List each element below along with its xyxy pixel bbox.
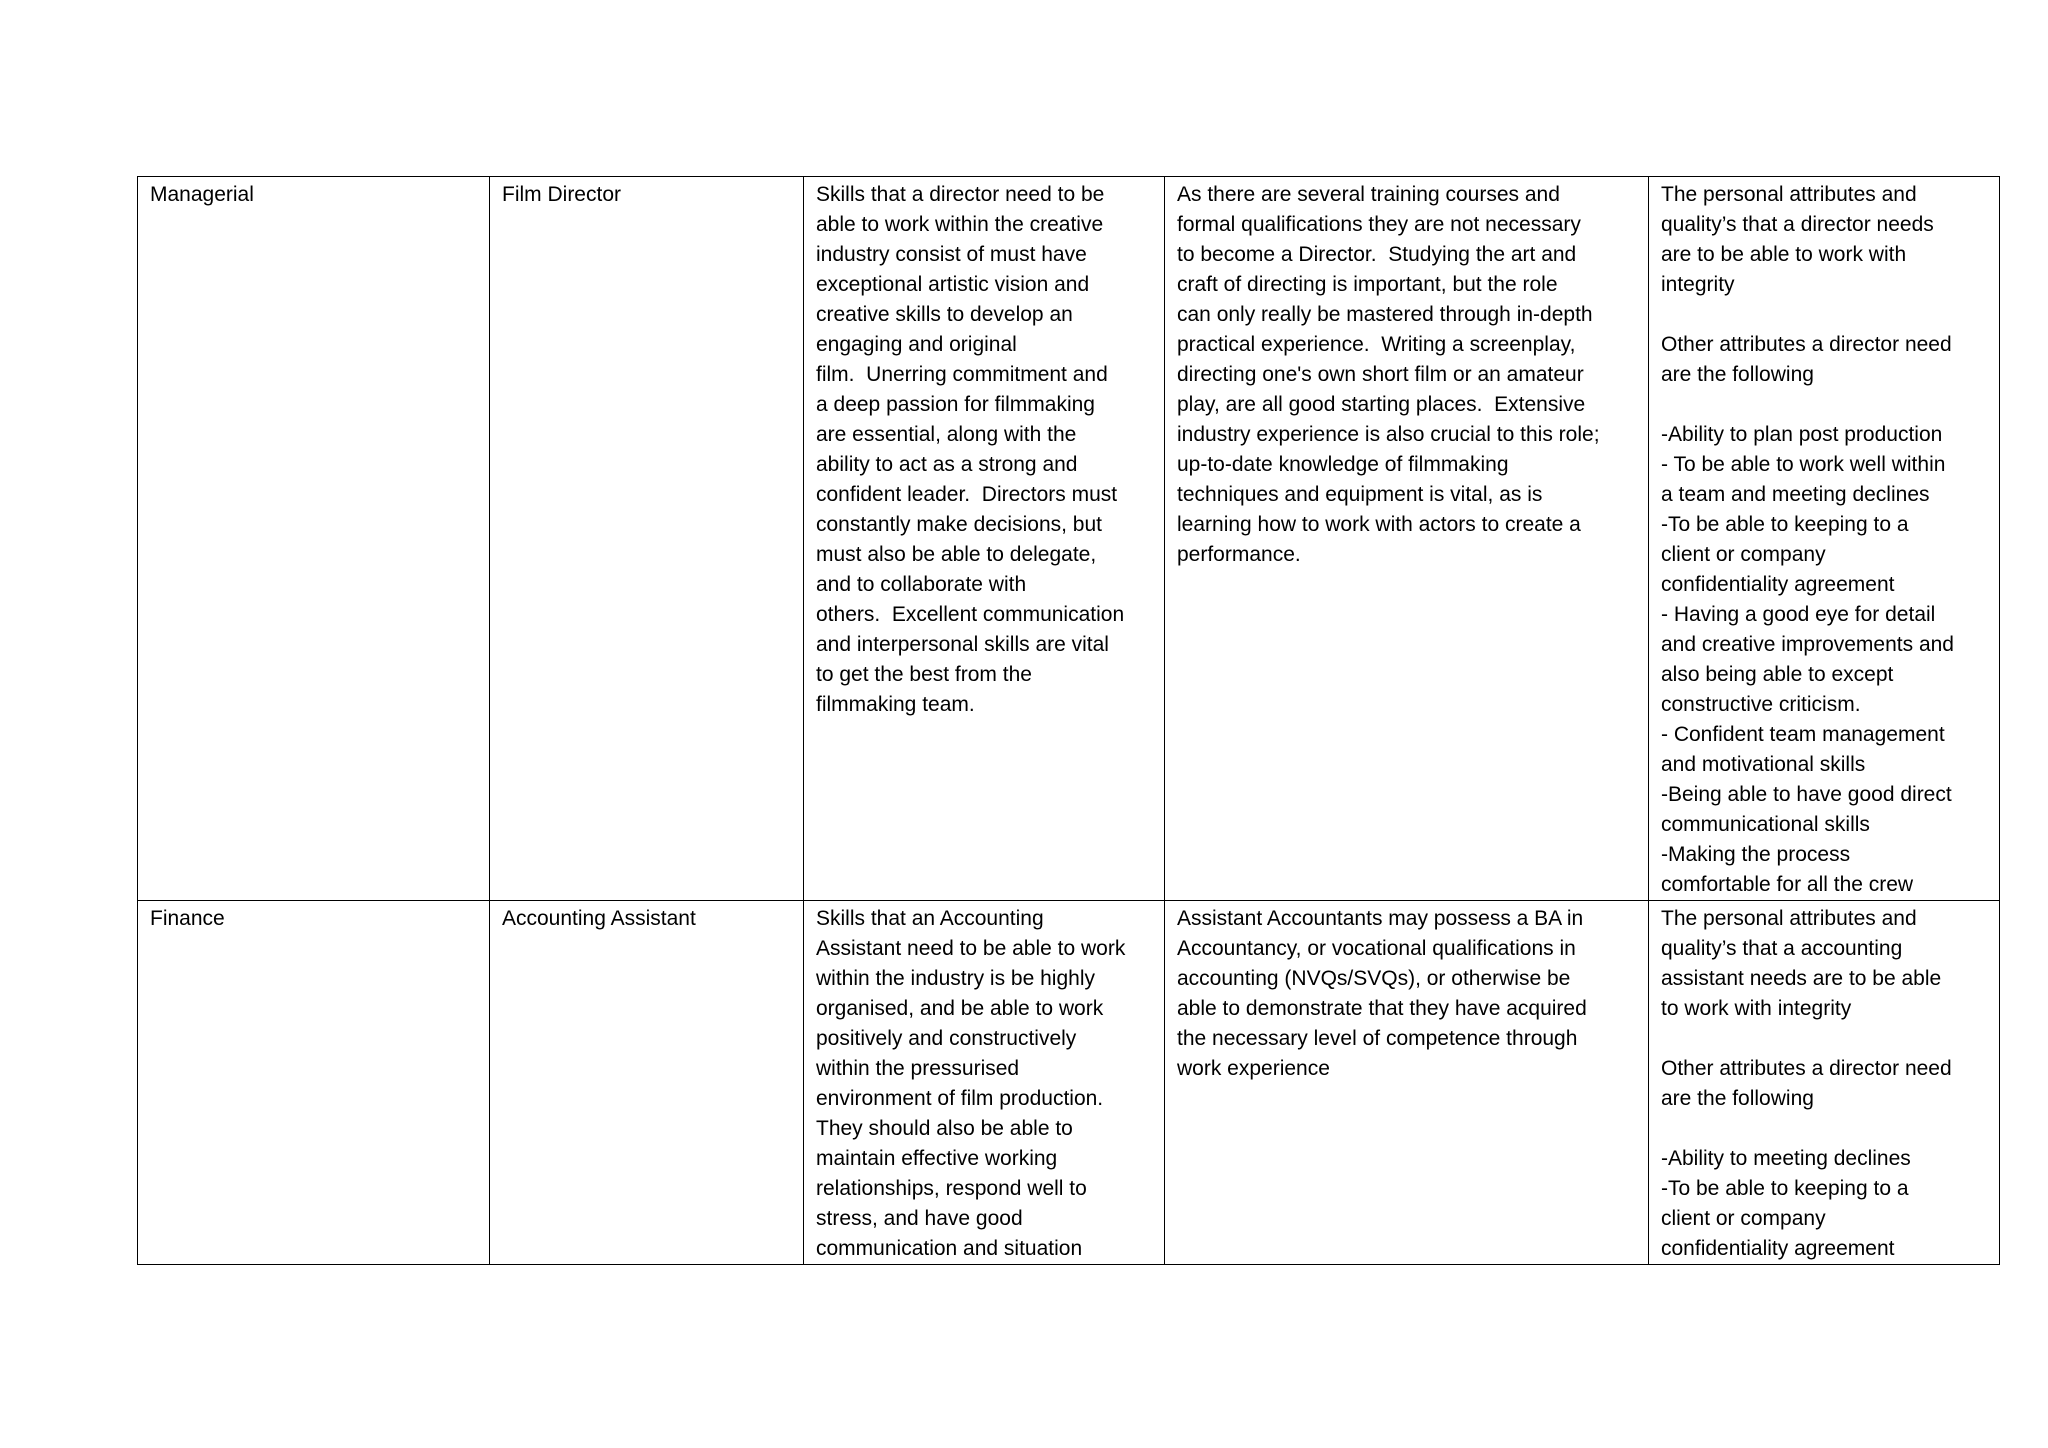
text-line: assistant needs are to be able [1661, 967, 1942, 990]
text-line: techniques and equipment is vital, as is [1177, 483, 1543, 506]
text-line: Other attributes a director need [1661, 333, 1952, 356]
role-text: Film Director [502, 183, 621, 206]
text-line: are the following [1661, 1087, 1814, 1110]
text-line: performance. [1177, 543, 1301, 566]
text-line: -Being able to have good direct [1661, 783, 1952, 806]
text-line: within the industry is be highly [816, 967, 1095, 990]
text-line: others. Excellent communication [816, 603, 1125, 626]
text-line: must also be able to delegate, [816, 543, 1097, 566]
text-line [1661, 390, 1987, 420]
role-text: Accounting Assistant [502, 907, 696, 930]
text-line: can only really be mastered through in-depth [1177, 303, 1593, 326]
role-cell [490, 901, 804, 1265]
text-line: the necessary level of competence through [1177, 1027, 1578, 1050]
text-line: confident leader. Directors must [816, 483, 1118, 506]
qualifications-cell [1165, 901, 1649, 1265]
skills-cell [804, 177, 1165, 901]
text-line: - Having a good eye for detail [1661, 603, 1936, 626]
text-line: confidentiality agreement [1661, 1237, 1895, 1260]
text-line: are to be able to work with [1661, 243, 1907, 266]
table-row-film-director [138, 177, 2000, 901]
text-line: to get the best from the [816, 663, 1032, 686]
text-line: and motivational skills [1661, 753, 1866, 776]
text-line: Skills that an Accounting [816, 907, 1044, 930]
text-line: As there are several training courses and [1177, 183, 1560, 206]
text-line: organised, and be able to work [816, 997, 1104, 1020]
text-line: quality’s that a accounting [1661, 937, 1903, 960]
text-line: - Confident team management [1661, 723, 1945, 746]
text-line: client or company [1661, 1207, 1826, 1230]
text-line: able to demonstrate that they have acquired [1177, 997, 1587, 1020]
text-line: learning how to work with actors to create a [1177, 513, 1581, 536]
text-line: comfortable for all the crew [1661, 873, 1914, 896]
text-line [1661, 300, 1987, 330]
text-line: able to work within the creative [816, 213, 1104, 236]
text-line: play, are all good starting places. Extensive [1177, 393, 1586, 416]
text-line: Assistant Accountants may possess a BA in [1177, 907, 1584, 930]
text-line: industry experience is also crucial to this role; [1177, 423, 1600, 446]
text-line: to become a Director. Studying the art and [1177, 243, 1577, 266]
text-line: accounting (NVQs/SVQs), or otherwise be [1177, 967, 1571, 990]
text-line: and interpersonal skills are vital [816, 633, 1109, 656]
text-line: craft of directing is important, but the role [1177, 273, 1558, 296]
text-line: integrity [1661, 273, 1735, 296]
text-line: confidentiality agreement [1661, 573, 1895, 596]
text-line: - To be able to work well within [1661, 453, 1946, 476]
text-line: stress, and have good [816, 1207, 1023, 1230]
text-line: -To be able to keeping to a [1661, 1177, 1909, 1200]
department-text: Managerial [150, 183, 254, 206]
text-line: film. Unerring commitment and [816, 363, 1108, 386]
text-line: communication and situation [816, 1237, 1083, 1260]
text-line: filmmaking team. [816, 693, 975, 716]
text-line: positively and constructively [816, 1027, 1077, 1050]
text-line: Assistant need to be able to work [816, 937, 1126, 960]
text-line: They should also be able to [816, 1117, 1073, 1140]
text-line: are essential, along with the [816, 423, 1077, 446]
department-text: Finance [150, 907, 225, 930]
attributes-cell [1649, 901, 2000, 1265]
careers-table [137, 176, 2000, 1265]
department-cell [138, 901, 490, 1265]
role-cell [490, 177, 804, 901]
text-line: The personal attributes and [1661, 183, 1917, 206]
text-line: exceptional artistic vision and [816, 273, 1090, 296]
text-line: Other attributes a director need [1661, 1057, 1952, 1080]
text-line: industry consist of must have [816, 243, 1087, 266]
text-line: formal qualifications they are not necessary [1177, 213, 1581, 236]
text-line: creative skills to develop an [816, 303, 1073, 326]
text-line: constructive criticism. [1661, 693, 1861, 716]
text-line: within the pressurised [816, 1057, 1020, 1080]
text-line: are the following [1661, 363, 1814, 386]
text-line: up-to-date knowledge of filmmaking [1177, 453, 1509, 476]
text-line [1661, 1114, 1987, 1144]
text-line: a deep passion for filmmaking [816, 393, 1095, 416]
text-line: client or company [1661, 543, 1826, 566]
text-line: and creative improvements and [1661, 633, 1954, 656]
text-line: communicational skills [1661, 813, 1870, 836]
text-line: practical experience. Writing a screenplay, [1177, 333, 1576, 356]
text-line: to work with integrity [1661, 997, 1852, 1020]
text-line: -To be able to keeping to a [1661, 513, 1909, 536]
qualifications-cell [1165, 177, 1649, 901]
attributes-cell [1649, 177, 2000, 901]
text-line: -Ability to plan post production [1661, 423, 1943, 446]
text-line: directing one's own short film or an amateur [1177, 363, 1584, 386]
department-cell [138, 177, 490, 901]
text-line: ability to act as a strong and [816, 453, 1078, 476]
text-line: Skills that a director need to be [816, 183, 1105, 206]
text-line: -Making the process [1661, 843, 1851, 866]
text-line: a team and meeting declines [1661, 483, 1930, 506]
text-line: engaging and original [816, 333, 1017, 356]
text-line: -Ability to meeting declines [1661, 1147, 1911, 1170]
text-line: quality’s that a director needs [1661, 213, 1934, 236]
text-line: environment of film production. [816, 1087, 1104, 1110]
text-line: The personal attributes and [1661, 907, 1917, 930]
skills-cell [804, 901, 1165, 1265]
text-line: maintain effective working [816, 1147, 1058, 1170]
text-line: constantly make decisions, but [816, 513, 1102, 536]
table-row-accounting-assistant [138, 901, 2000, 1265]
text-line: work experience [1177, 1057, 1330, 1080]
text-line: and to collaborate with [816, 573, 1027, 596]
text-line: relationships, respond well to [816, 1177, 1087, 1200]
text-line: also being able to except [1661, 663, 1894, 686]
text-line: Accountancy, or vocational qualifications in [1177, 937, 1576, 960]
text-line [1661, 1024, 1987, 1054]
